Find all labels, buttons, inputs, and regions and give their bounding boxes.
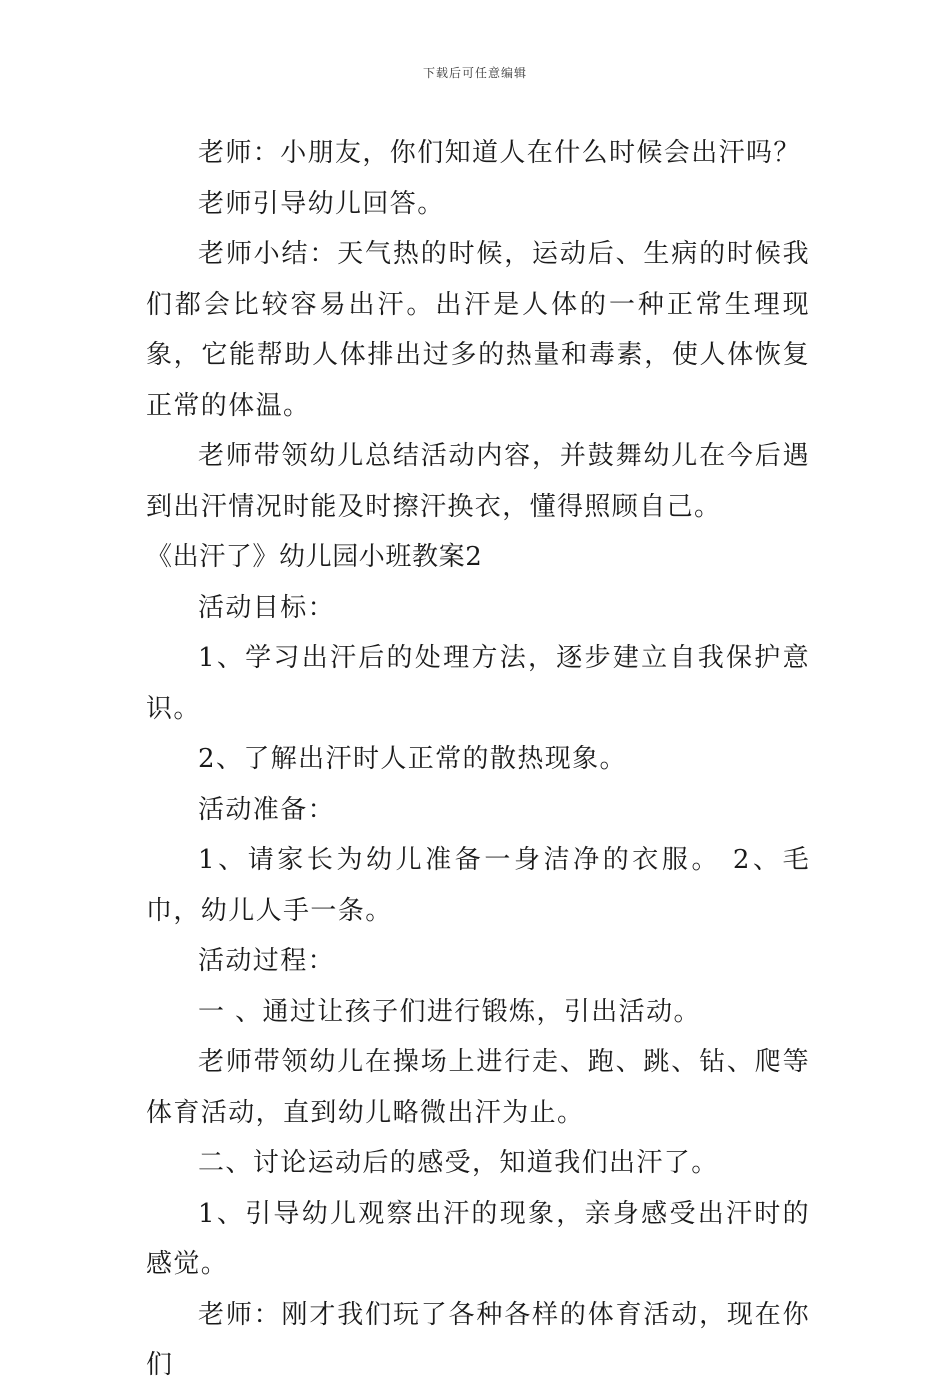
paragraph-teacher-question: 老师：小朋友，你们知道人在什么时候会出汗吗？ [198,138,801,168]
process-step-2-item-1: 1、引导幼儿观察出汗的现象，亲身感受出汗时的感觉。 [146,1198,810,1279]
paragraph-teacher-summary: 老师小结：天气热的时候，运动后、生病的时候我们都会比较容易出汗。出汗是人体的一种正常生理现象，它能帮助人体排出过多的热量和毒素，使人体恢复正常的体温。 [146,239,810,421]
goal-item-1: 1、学习出汗后的处理方法，逐步建立自我保护意识。 [146,643,810,724]
section-heading-goals: 活动目标： [198,592,336,623]
lesson-plan-title: 《出汗了》幼儿园小班教案2 [146,542,483,572]
process-step-1: 一 、通过让孩子们进行锻炼，引出活动。 [198,996,701,1027]
page-header: 下载后可任意编辑 [422,66,527,80]
process-step-1-detail: 老师带领幼儿在操场上进行走、跑、跳、钻、爬等体育活动，直到幼儿略微出汗为止。 [146,1047,810,1128]
section-heading-process: 活动过程： [198,946,336,976]
document-body [146,128,810,1391]
paragraph-teacher-prompt: 老师：刚才我们玩了各种各样的体育活动，现在你们 [146,1299,810,1380]
paragraph-guide-answer: 老师引导幼儿回答。 [198,188,445,219]
process-step-2: 二、讨论运动后的感受，知道我们出汗了。 [198,1148,719,1178]
goal-item-2: 2、了解出汗时人正常的散热现象。 [198,744,627,774]
section-heading-preparation: 活动准备： [198,794,336,825]
paragraph-activity-summary: 老师带领幼儿总结活动内容，并鼓舞幼儿在今后遇到出汗情况时能及时擦汗换衣，懂得照顾自己。 [146,441,810,522]
preparation-items: 1、请家长为幼儿准备一身洁净的衣服。 2、毛巾，幼儿人手一条。 [146,845,810,926]
